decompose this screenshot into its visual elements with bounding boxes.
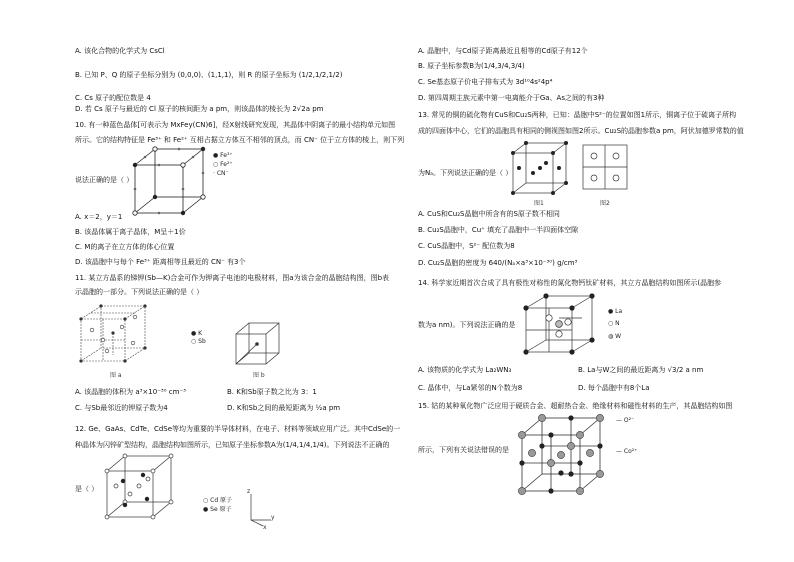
q15-legend-co-label: Co²⁺ xyxy=(623,448,638,455)
q13-stem-line-3: 为Nₐ。下列说法正确的是（ ） xyxy=(418,169,513,177)
q14-option-b: B. La与W之间的最近距离为 √3/2 a nm xyxy=(578,366,704,374)
q9-option-d: D. 若 Cs 原子与最近的 Cl 原子的核间距为 a pm，则该晶体的棱长为 2√2a pm xyxy=(75,105,324,113)
q15-stem-line-1: 15. 钴的某种氧化物广泛应用于硬质合金、超耐热合金、绝缘材料和磁性材料的生产，其晶胞结构如图 xyxy=(418,402,733,410)
q11-legend-sb-label: Sb xyxy=(198,338,206,345)
q10-legend-cn-label: CN⁻ xyxy=(216,170,229,177)
q14-legend-w-label: W xyxy=(615,333,622,340)
q14-option-c: C. 晶体中，与La紧邻的N个数为8 xyxy=(418,384,523,392)
q14-option-d: D. 每个晶胞中有8个La xyxy=(578,384,650,392)
q10-option-a: A. x＝2，y＝1 xyxy=(75,213,123,221)
q14-cell-figure xyxy=(522,292,598,356)
q15-cell-figure xyxy=(516,413,606,495)
q12-option-b: B. 原子坐标参数B为(1/4,3/4,3/4) xyxy=(418,62,525,70)
q15-stem-line-2: 所示，下列有关说法错误的是 xyxy=(418,446,509,454)
q10-legend-fe2: ○ Fe²⁺ xyxy=(213,161,233,168)
q13-stem-line-2: 成的四面体中心，它们的晶胞具有相同的侧视图如图2所示。Cu₂S的晶胞参数a pm，阿伏加德罗常数的值 xyxy=(418,127,744,135)
q10-legend-fe3: ● Fe³⁺ xyxy=(213,152,233,159)
q13-option-c: C. CuS晶胞中，S²⁻ 配位数为8 xyxy=(418,242,515,250)
q12-axis-z: z xyxy=(247,488,251,495)
q12-legend-se-label: Se 原子 xyxy=(210,506,232,513)
q12-axes-figure xyxy=(245,490,275,530)
q12-stem-line-3: 是（ ） xyxy=(75,485,99,493)
q11-figure-b xyxy=(233,320,283,368)
q12-option-c: C. Se基态原子价电子排布式为 3d¹⁰4s²4p⁴ xyxy=(418,78,553,86)
q12-legend-cd: ○ Cd 原子 xyxy=(203,497,233,504)
q13-figure-2 xyxy=(581,143,629,193)
q12-legend-cd-label: Cd 原子 xyxy=(210,497,233,504)
q14-legend-w: ◍ W xyxy=(608,333,622,340)
q11-option-a: A. 该晶胞的体积为 a³×10⁻³⁰ cm⁻³ xyxy=(75,388,186,396)
q10-legend-fe3-label: Fe³⁺ xyxy=(220,152,233,159)
q12-stem-line-2: 种晶体为闪锌矿型结构，晶胞结构如图所示，已知原子坐标参数A为(1/4,1/4,1/4)。下列说法不正确的 xyxy=(75,441,390,449)
q13-figure-2-caption: 图2 xyxy=(600,200,610,207)
q12-axis-y: y xyxy=(271,514,275,521)
q10-legend-cn: · CN⁻ xyxy=(213,170,229,177)
q11-legend-k-label: K xyxy=(198,330,203,337)
q12-option-d: D. 第四周期主族元素中第一电离能介于Ga、As之间的有3种 xyxy=(418,94,605,102)
q13-option-d: D. Cu₂S晶胞的密度为 640/(Nₐ×a³×10⁻³⁰) g/cm³ xyxy=(418,259,578,267)
q11-option-c: C. 与Sb最邻近的钾原子数为4 xyxy=(75,404,168,412)
q13-figure-1-caption: 图1 xyxy=(534,200,544,207)
q14-stem-line-2: 数为a nm)。下列说法正确的是 xyxy=(418,321,516,329)
q13-stem-line-1: 13. 常见的铜的硫化物有CuS和Cu₂S两种，已知：晶胞中S²⁻的位置如图1所示，铜离子位于硫离子所构 xyxy=(418,111,737,119)
q14-legend-la-label: La xyxy=(615,308,623,315)
q11-option-b: B. K和Sb原子数之比为 3：1 xyxy=(227,388,317,396)
q14-legend-n-label: N xyxy=(615,320,620,327)
q10-stem-line-3: 说法正确的是（ ） xyxy=(75,176,134,184)
q10-option-b: B. 该晶体属于离子晶体，M呈＋1价 xyxy=(75,228,186,236)
q11-figure-b-caption: 图 b xyxy=(253,372,265,379)
q14-stem-line-1: 14. 科学家近期首次合成了具有极性对称性的氮化物钙钛矿材料，其立方晶胞结构如图所示(晶胞参 xyxy=(418,279,722,287)
q11-legend-k: ● K xyxy=(191,330,203,337)
q13-figure-1 xyxy=(510,140,570,198)
q13-option-a: A. CuS和Cu₂S晶胞中所含有的S原子数不相同 xyxy=(418,210,560,218)
q15-legend-co: — Co²⁺ xyxy=(616,448,638,455)
q10-cube-figure xyxy=(130,145,210,220)
q10-option-c: C. M的离子在立方体的体心位置 xyxy=(75,243,175,251)
q10-stem-line-1: 10. 有一种蓝色晶体[可表示为 MxFey(CN)6]，经X射线研究发现，其晶体中阴离子的最小结构单元如图 xyxy=(75,121,396,129)
q11-legend-sb: ○ Sb xyxy=(191,338,206,345)
q10-option-d: D. 该晶胞中与每个 Fe³⁺ 距离相等且最近的 CN⁻ 有3个 xyxy=(75,258,246,266)
q12-stem-line-1: 12. Ge、GaAs、CdTe、CdSe等均为重要的半导体材料，在电子、材料等领域应用广泛。其中CdSe的一 xyxy=(75,425,401,433)
q9-option-a: A. 该化合物的化学式为 CsCl xyxy=(75,47,165,55)
q12-axis-x: x xyxy=(263,524,267,531)
q9-option-b: B. 已知 P、Q 的原子坐标分别为 (0,0,0)、(1,1,1)，则 R 的原子坐标为 (1/2,1/2,1/2) xyxy=(75,71,343,79)
q11-option-d: D. K和Sb之间的最短距离为 ½a pm xyxy=(227,404,341,412)
q12-option-a: A. 晶胞中，与Cd原子距离最近且相等的Cd原子有12个 xyxy=(418,47,588,55)
q14-option-a: A. 该物质的化学式为 La₂WN₃ xyxy=(418,366,512,374)
q12-legend-se: ● Se 原子 xyxy=(203,506,232,513)
q14-legend-la: ● La xyxy=(608,308,623,315)
q12-cell-figure xyxy=(103,453,175,521)
q13-option-b: B. Cu₂S晶胞中，Cu⁺ 填充了晶胞中一半四面体空隙 xyxy=(418,226,579,234)
q15-legend-o: — O²⁻ xyxy=(616,417,635,424)
q10-stem-line-2: 所示。它的结构特征是 Fe³⁺ 和 Fe²⁺ 互相占据立方体互不相邻的顶点，而 CN⁻ 位于立方体的棱上，则下列 xyxy=(75,136,405,144)
q14-legend-n: ○ N xyxy=(608,320,620,327)
q10-legend-fe2-label: Fe²⁺ xyxy=(220,161,233,168)
q15-legend-o-label: O²⁻ xyxy=(623,417,635,424)
q9-option-c: C. Cs 原子的配位数是 4 xyxy=(75,94,151,102)
q11-figure-a-caption: 图 a xyxy=(110,372,122,379)
q11-stem-line-1: 11. 某立方晶系的锑钾(Sb—K)合金可作为钾离子电池的电极材料，图a为该合金的晶胞结构图，图b表 xyxy=(75,274,390,282)
q11-figure-a xyxy=(77,303,153,365)
q11-stem-line-2: 示晶胞的一部分。下列说法正确的是（ ） xyxy=(75,288,204,296)
